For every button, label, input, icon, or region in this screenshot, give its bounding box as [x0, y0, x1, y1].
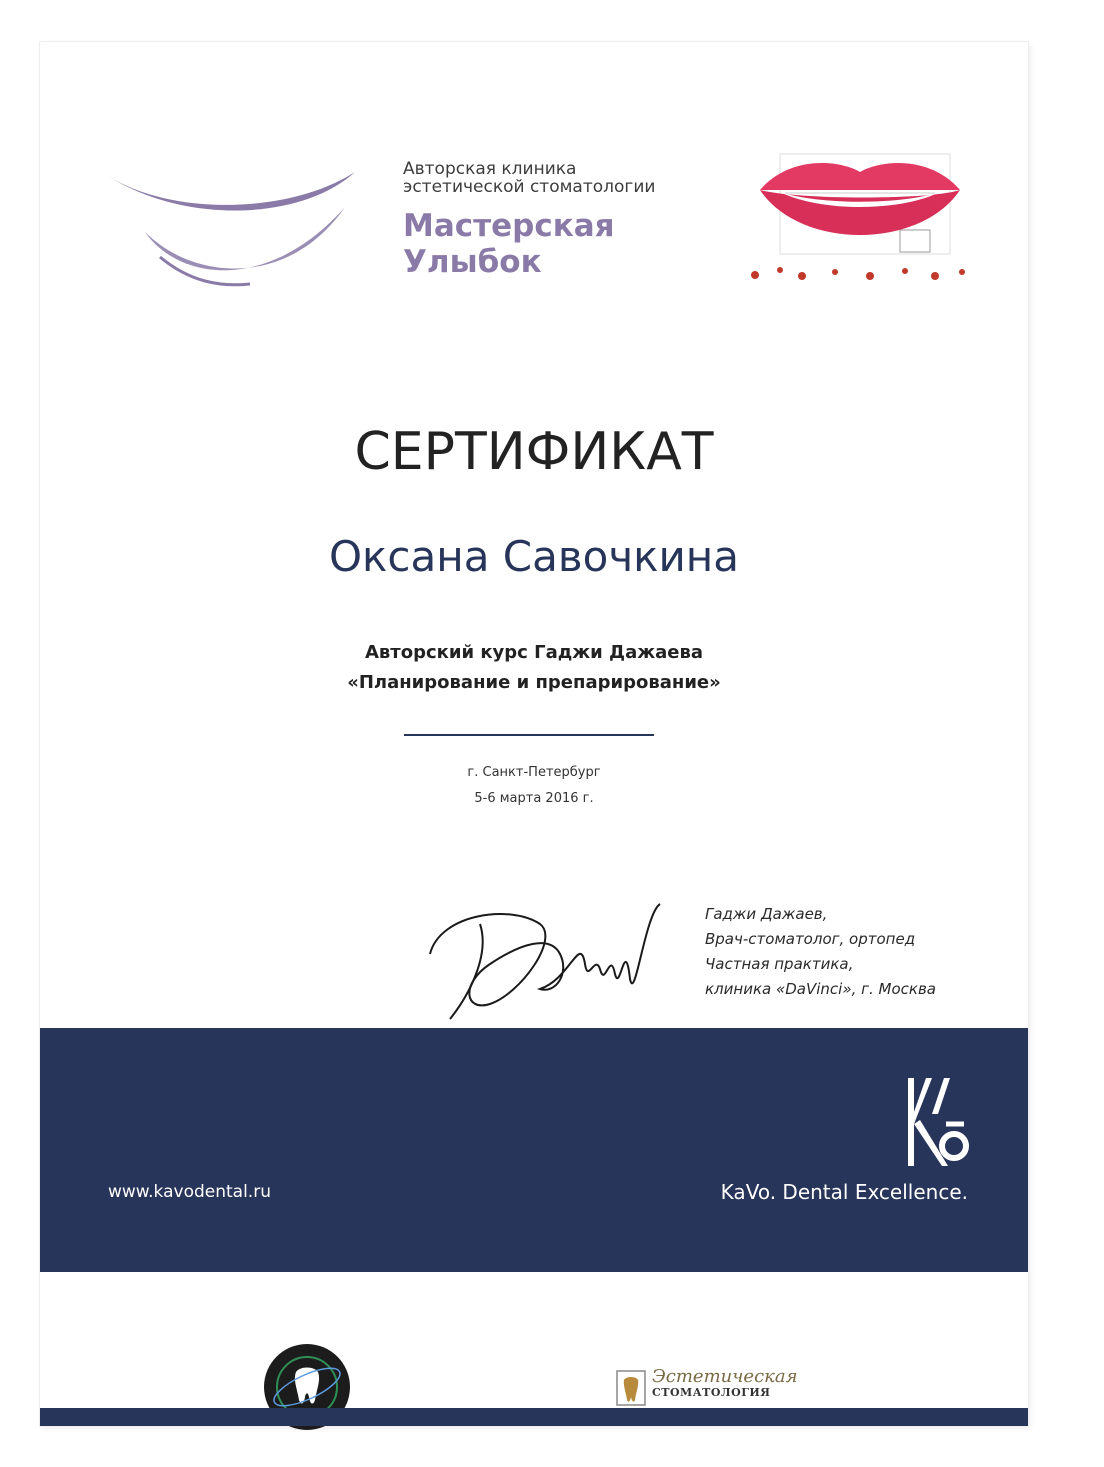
clinic-name-line1: Мастерская: [403, 208, 615, 244]
bottom-strip: [40, 1408, 1028, 1426]
certificate-title: СЕРТИФИКАТ: [354, 422, 714, 482]
sponsor-tagline: KaVo. Dental Excellence.: [720, 1180, 968, 1204]
certificate-sheet: [40, 42, 1028, 1426]
journal-title: Эстетическая: [652, 1366, 798, 1387]
signer-line4: клиника «DaVinci», г. Москва: [705, 980, 936, 998]
event-place-date: [40, 760, 1028, 812]
signer-info: [705, 902, 1005, 1002]
event-city: г. Санкт-Петербург: [467, 765, 601, 780]
journal-logo-icon: [616, 1370, 646, 1406]
course-title: [40, 638, 1028, 698]
clinic-subtitle-line1: Авторская клиника: [403, 159, 577, 179]
clinic-name-line2: Улыбок: [403, 244, 542, 280]
smile-swoosh-icon: [100, 162, 360, 302]
clinic-name: [403, 208, 743, 280]
signature-mark: [420, 894, 680, 1024]
journal-subtitle: СТОМАТОЛОГИЯ: [652, 1386, 771, 1399]
signer-line2: Врач-стоматолог, ортопед: [705, 930, 916, 948]
clinic-subtitle-line2: эстетической стоматологии: [403, 177, 656, 197]
divider: [404, 734, 654, 736]
journal-logo: [616, 1368, 806, 1408]
kavo-logo-icon: [902, 1074, 972, 1170]
recipient-name: Оксана Савочкина: [329, 532, 739, 581]
signer-line1: Гаджи Дажаев,: [705, 905, 828, 923]
event-dates: 5-6 марта 2016 г.: [474, 791, 594, 806]
course-line-2: «Планирование и препарирование»: [347, 672, 721, 693]
sponsor-website: www.kavodental.ru: [108, 1182, 271, 1202]
lips-icon: [740, 150, 980, 290]
sponsor-band: [40, 1028, 1028, 1272]
clinic-subtitle: [403, 160, 743, 196]
signer-line3: Частная практика,: [705, 955, 854, 973]
course-line-1: Авторский курс Гаджи Дажаева: [364, 642, 704, 663]
